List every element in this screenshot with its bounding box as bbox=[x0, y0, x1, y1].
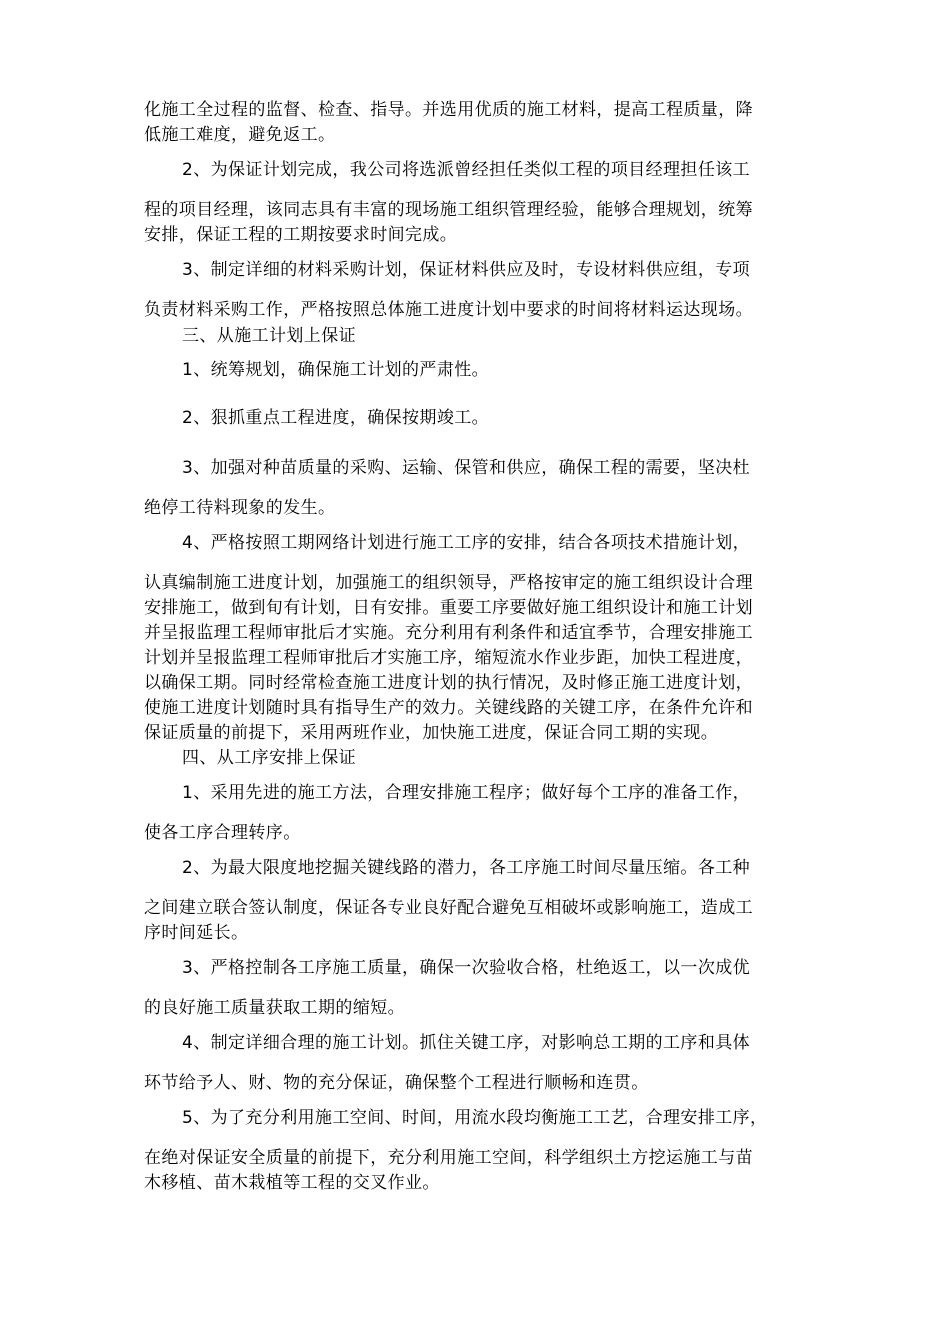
text-line: 低施工难度，避免返工。 bbox=[144, 125, 336, 145]
text-line: 并呈报监理工程师审批后才实施。充分利用有利条件和适宜季节，合理安排施工 bbox=[144, 623, 753, 643]
paragraph-start: 4、严格按照工期网络计划进行施工工序的安排，结合各项技术措施计划， bbox=[182, 533, 751, 553]
paragraph-start: 2、狠抓重点工程进度，确保按期竣工。 bbox=[182, 408, 490, 428]
paragraph-start: 5、为了充分利用施工空间、时间，用流水段均衡施工工艺，合理安排工序， bbox=[182, 1108, 768, 1128]
text-line: 计划并呈报监理工程师审批后才实施工序，缩短流水作业步距，加快工程进度， bbox=[144, 648, 753, 668]
text-line: 保证质量的前提下，采用两班作业，加快施工进度，保证合同工期的实现。 bbox=[144, 723, 719, 743]
paragraph-start: 4、制定详细合理的施工计划。抓住关键工序，对影响总工期的工序和具体 bbox=[182, 1033, 751, 1053]
text-line: 安排，保证工程的工期按要求时间完成。 bbox=[144, 225, 458, 245]
text-line: 序时间延长。 bbox=[144, 923, 249, 943]
text-line: 环节给予人、财、物的充分保证，确保整个工程进行顺畅和连贯。 bbox=[144, 1073, 649, 1093]
text-line: 安排施工，做到旬有计划，日有安排。重要工序要做好施工组织设计和施工计划 bbox=[144, 598, 753, 618]
text-line: 木移植、苗木栽植等工程的交叉作业。 bbox=[144, 1173, 440, 1193]
text-line: 认真编制施工进度计划，加强施工的组织领导，严格按审定的施工组织设计合理 bbox=[144, 573, 753, 593]
text-line: 的良好施工质量获取工期的缩短。 bbox=[144, 998, 405, 1018]
text-line: 化施工全过程的监督、检查、指导。并选用优质的施工材料，提高工程质量，降 bbox=[144, 100, 753, 120]
text-line: 程的项目经理，该同志具有丰富的现场施工组织管理经验，能够合理规划，统筹 bbox=[144, 200, 753, 220]
section-heading: 四、从工序安排上保证 bbox=[182, 748, 356, 768]
text-line: 使施工进度计划随时具有指导生产的效力。关键线路的关键工序，在条件允许和 bbox=[144, 698, 753, 718]
paragraph-start: 2、为保证计划完成，我公司将选派曾经担任类似工程的项目经理担任该工 bbox=[182, 160, 751, 180]
paragraph-start: 3、严格控制各工序施工质量，确保一次验收合格，杜绝返工，以一次成优 bbox=[182, 958, 751, 978]
paragraph-start: 1、统筹规划，确保施工计划的严肃性。 bbox=[182, 360, 490, 380]
paragraph-start: 3、加强对种苗质量的采购、运输、保管和供应，确保工程的需要，坚决杜 bbox=[182, 458, 751, 478]
paragraph-start: 2、为最大限度地挖掘关键线路的潜力，各工序施工时间尽量压缩。各工种 bbox=[182, 858, 751, 878]
text-line: 以确保工期。同时经常检查施工进度计划的执行情况，及时修正施工进度计划， bbox=[144, 673, 753, 693]
text-line: 使各工序合理转序。 bbox=[144, 823, 301, 843]
section-heading: 三、从施工计划上保证 bbox=[182, 326, 356, 346]
text-line: 之间建立联合签认制度，保证各专业良好配合避免互相破坏或影响施工，造成工 bbox=[144, 898, 753, 918]
paragraph-start: 1、采用先进的施工方法，合理安排施工程序；做好每个工序的准备工作， bbox=[182, 783, 751, 803]
text-line: 负责材料采购工作，严格按照总体施工进度计划中要求的时间将材料运达现场。 bbox=[144, 300, 753, 320]
text-line: 在绝对保证安全质量的前提下，充分利用施工空间，科学组织土方挖运施工与苗 bbox=[144, 1148, 753, 1168]
text-line: 绝停工待料现象的发生。 bbox=[144, 498, 336, 518]
paragraph-start: 3、制定详细的材料采购计划，保证材料供应及时，专设材料供应组，专项 bbox=[182, 260, 751, 280]
